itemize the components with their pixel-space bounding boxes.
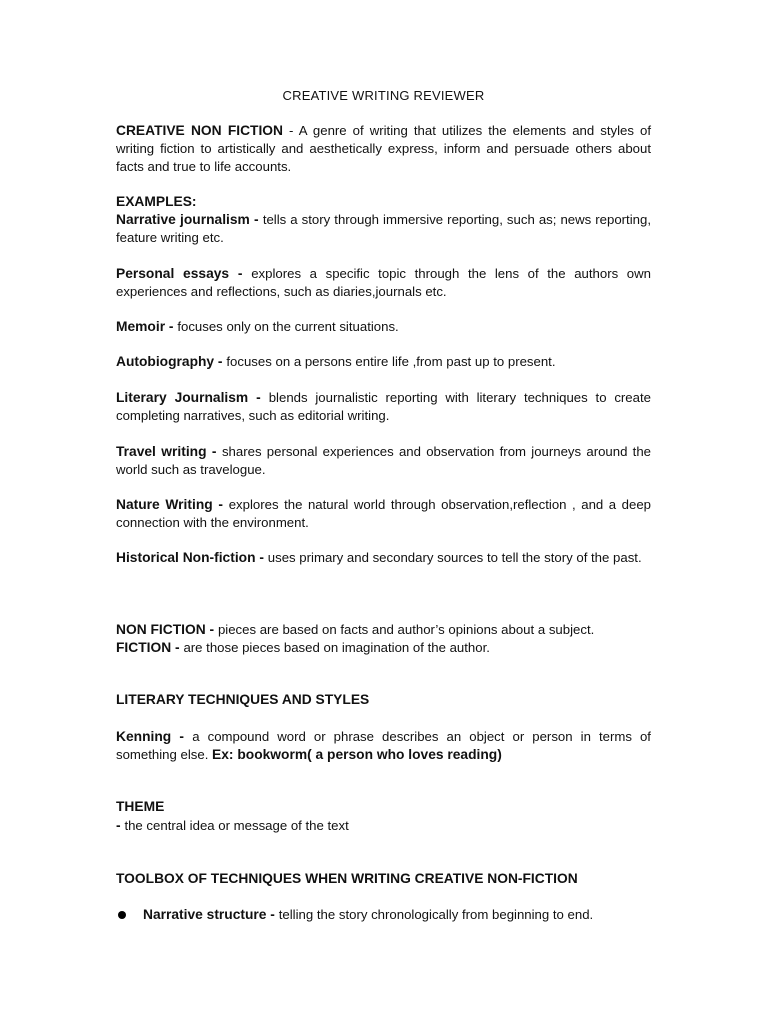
fiction-term: FICTION - (116, 640, 184, 655)
example-def: blends journalistic reporting with literary techniques to create completing narratives, such as editorial writing. (116, 390, 651, 423)
fiction-def: are those pieces based on imagination of the author. (183, 640, 490, 655)
example-def: focuses on a persons entire life ,from past up to present. (226, 354, 556, 369)
example-term: Autobiography - (116, 354, 227, 369)
kenning-example: Ex: bookworm( a person who loves reading) (212, 747, 502, 762)
kenning-definition (116, 728, 651, 764)
example-term: Literary Journalism - (116, 390, 269, 405)
example-item (116, 496, 651, 532)
example-item (116, 549, 651, 567)
kenning-def: a compound word or phrase describes an object or person in terms of something else. (116, 729, 651, 762)
kenning-term: Kenning - (116, 729, 193, 744)
example-def: explores a specific topic through the lens of the authors own experiences and reflections, such as diaries,journals etc. (116, 266, 651, 299)
nonfiction-definition (116, 621, 651, 639)
theme-definition (116, 817, 651, 835)
example-term: Nature Writing - (116, 497, 229, 512)
example-term: Narrative journalism - (116, 212, 263, 227)
toolbox-term: Narrative structure - (143, 907, 279, 922)
example-item (116, 211, 651, 247)
theme-dash: - (116, 818, 125, 833)
nonfiction-term: NON FICTION - (116, 622, 218, 637)
example-def: tells a story through immersive reporting, such as; news reporting, feature writing etc. (116, 212, 651, 245)
example-def: shares personal experiences and observation from journeys around the world such as travelogue. (116, 444, 651, 477)
example-item (116, 443, 651, 479)
toolbox-heading: TOOLBOX OF TECHNIQUES WHEN WRITING CREATIVE NON-FICTION (116, 871, 578, 886)
example-def: uses primary and secondary sources to tell the story of the past. (267, 550, 642, 565)
fiction-definition (116, 639, 651, 657)
example-def: focuses only on the current situations. (177, 319, 399, 334)
page-title: CREATIVE WRITING REVIEWER (282, 88, 485, 103)
cnf-term: CREATIVE NON FICTION (116, 123, 284, 138)
example-def: explores the natural world through observation,reflection , and a deep connection with the environment. (116, 497, 651, 530)
example-item (116, 389, 651, 425)
example-item (116, 353, 651, 371)
theme-def: the central idea or message of the text (124, 818, 349, 833)
nonfiction-def: pieces are based on facts and author’s opinions about a subject. (217, 622, 595, 637)
example-term: Travel writing - (116, 444, 222, 459)
examples-heading: EXAMPLES: (116, 194, 197, 209)
example-term: Historical Non-fiction - (116, 550, 268, 565)
cnf-def: A genre of writing that utilizes the elements and styles of writing fiction to artistically and aesthetically express, inform and persuade others about facts and true to life accounts. (116, 123, 651, 174)
theme-heading: THEME (116, 799, 165, 814)
bullet-icon (118, 911, 126, 919)
cnf-definition (116, 122, 651, 176)
example-item (116, 265, 651, 301)
example-item (116, 318, 651, 336)
example-term: Personal essays - (116, 266, 252, 281)
literary-techniques-heading: LITERARY TECHNIQUES AND STYLES (116, 692, 370, 707)
toolbox-def: telling the story chronologically from beginning to end. (278, 907, 594, 922)
toolbox-item-text (143, 906, 593, 924)
cnf-sep: - (283, 123, 299, 138)
example-term: Memoir - (116, 319, 178, 334)
